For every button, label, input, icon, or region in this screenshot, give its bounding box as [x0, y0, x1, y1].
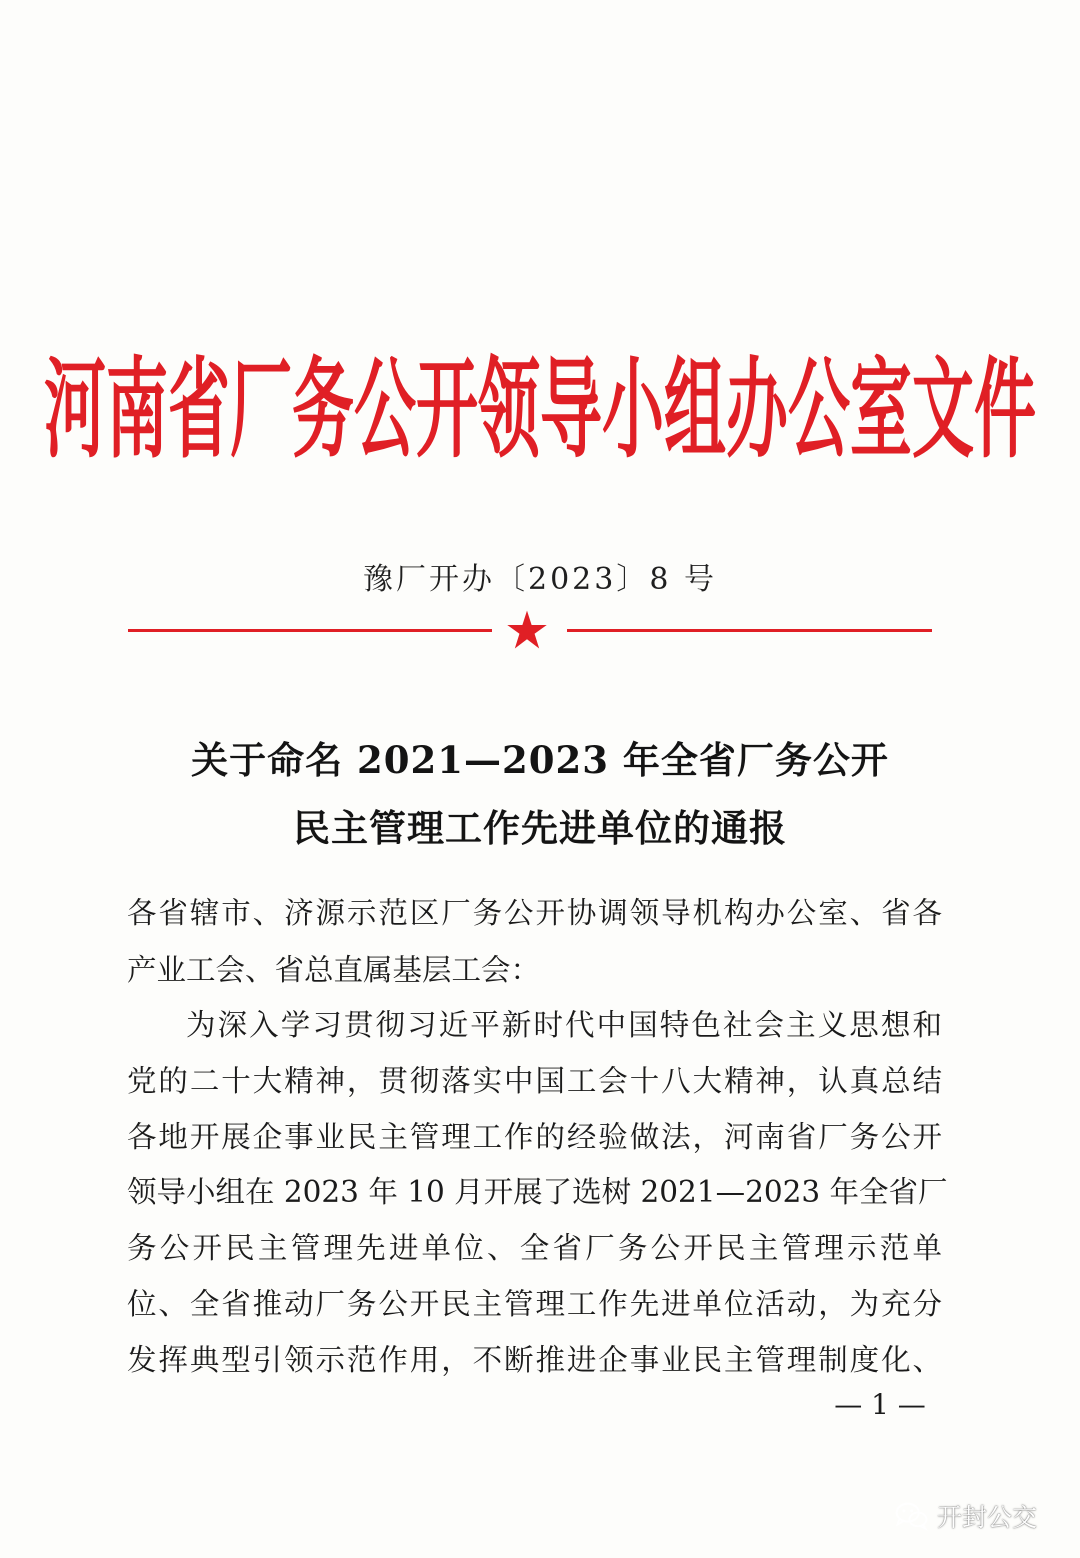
body-line: 党的二十大精神，贯彻落实中国工会十八大精神，认真总结 [127, 1064, 942, 1098]
body-line: 领导小组在 2023 年 10 月开展了选树 2021—2023 年全省厂 [127, 1175, 948, 1209]
body-line: 各省辖市、济源示范区厂务公开协调领导机构办公室、省各 [127, 896, 942, 930]
body-line: 务公开民主管理先进单位、全省厂务公开民主管理示范单 [127, 1231, 942, 1265]
divider-line-right [567, 629, 932, 632]
watermark [895, 1496, 1037, 1536]
page-number: — 1 — [834, 1388, 926, 1421]
body-line: 位、全省推动厂务公开民主管理工作先进单位活动，为充分 [127, 1287, 942, 1321]
body-line: 为深入学习贯彻习近平新时代中国特色社会主义思想和 [186, 1008, 942, 1042]
star-icon [506, 609, 548, 651]
notice-title-line-1: 关于命名 2021—2023 年全省厂务公开 [191, 738, 889, 782]
body-line: 产业工会、省总直属基层工会： [127, 953, 541, 987]
body-line: 发挥典型引领示范作用，不断推进企事业民主管理制度化、 [127, 1343, 942, 1377]
divider-line-left [128, 629, 492, 632]
document-number: 豫厂开办〔2023〕8 号 [363, 562, 717, 597]
body-line: 各地开展企事业民主管理工作的经验做法，河南省厂务公开 [127, 1120, 942, 1154]
notice-title-line-2: 民主管理工作先进单位的通报 [293, 806, 787, 850]
document-header-title: 河南省厂务公开领导小组办公室文件 [43, 345, 1036, 473]
wechat-icon [895, 1501, 929, 1531]
watermark-text: 开封公交 [937, 1503, 1038, 1532]
